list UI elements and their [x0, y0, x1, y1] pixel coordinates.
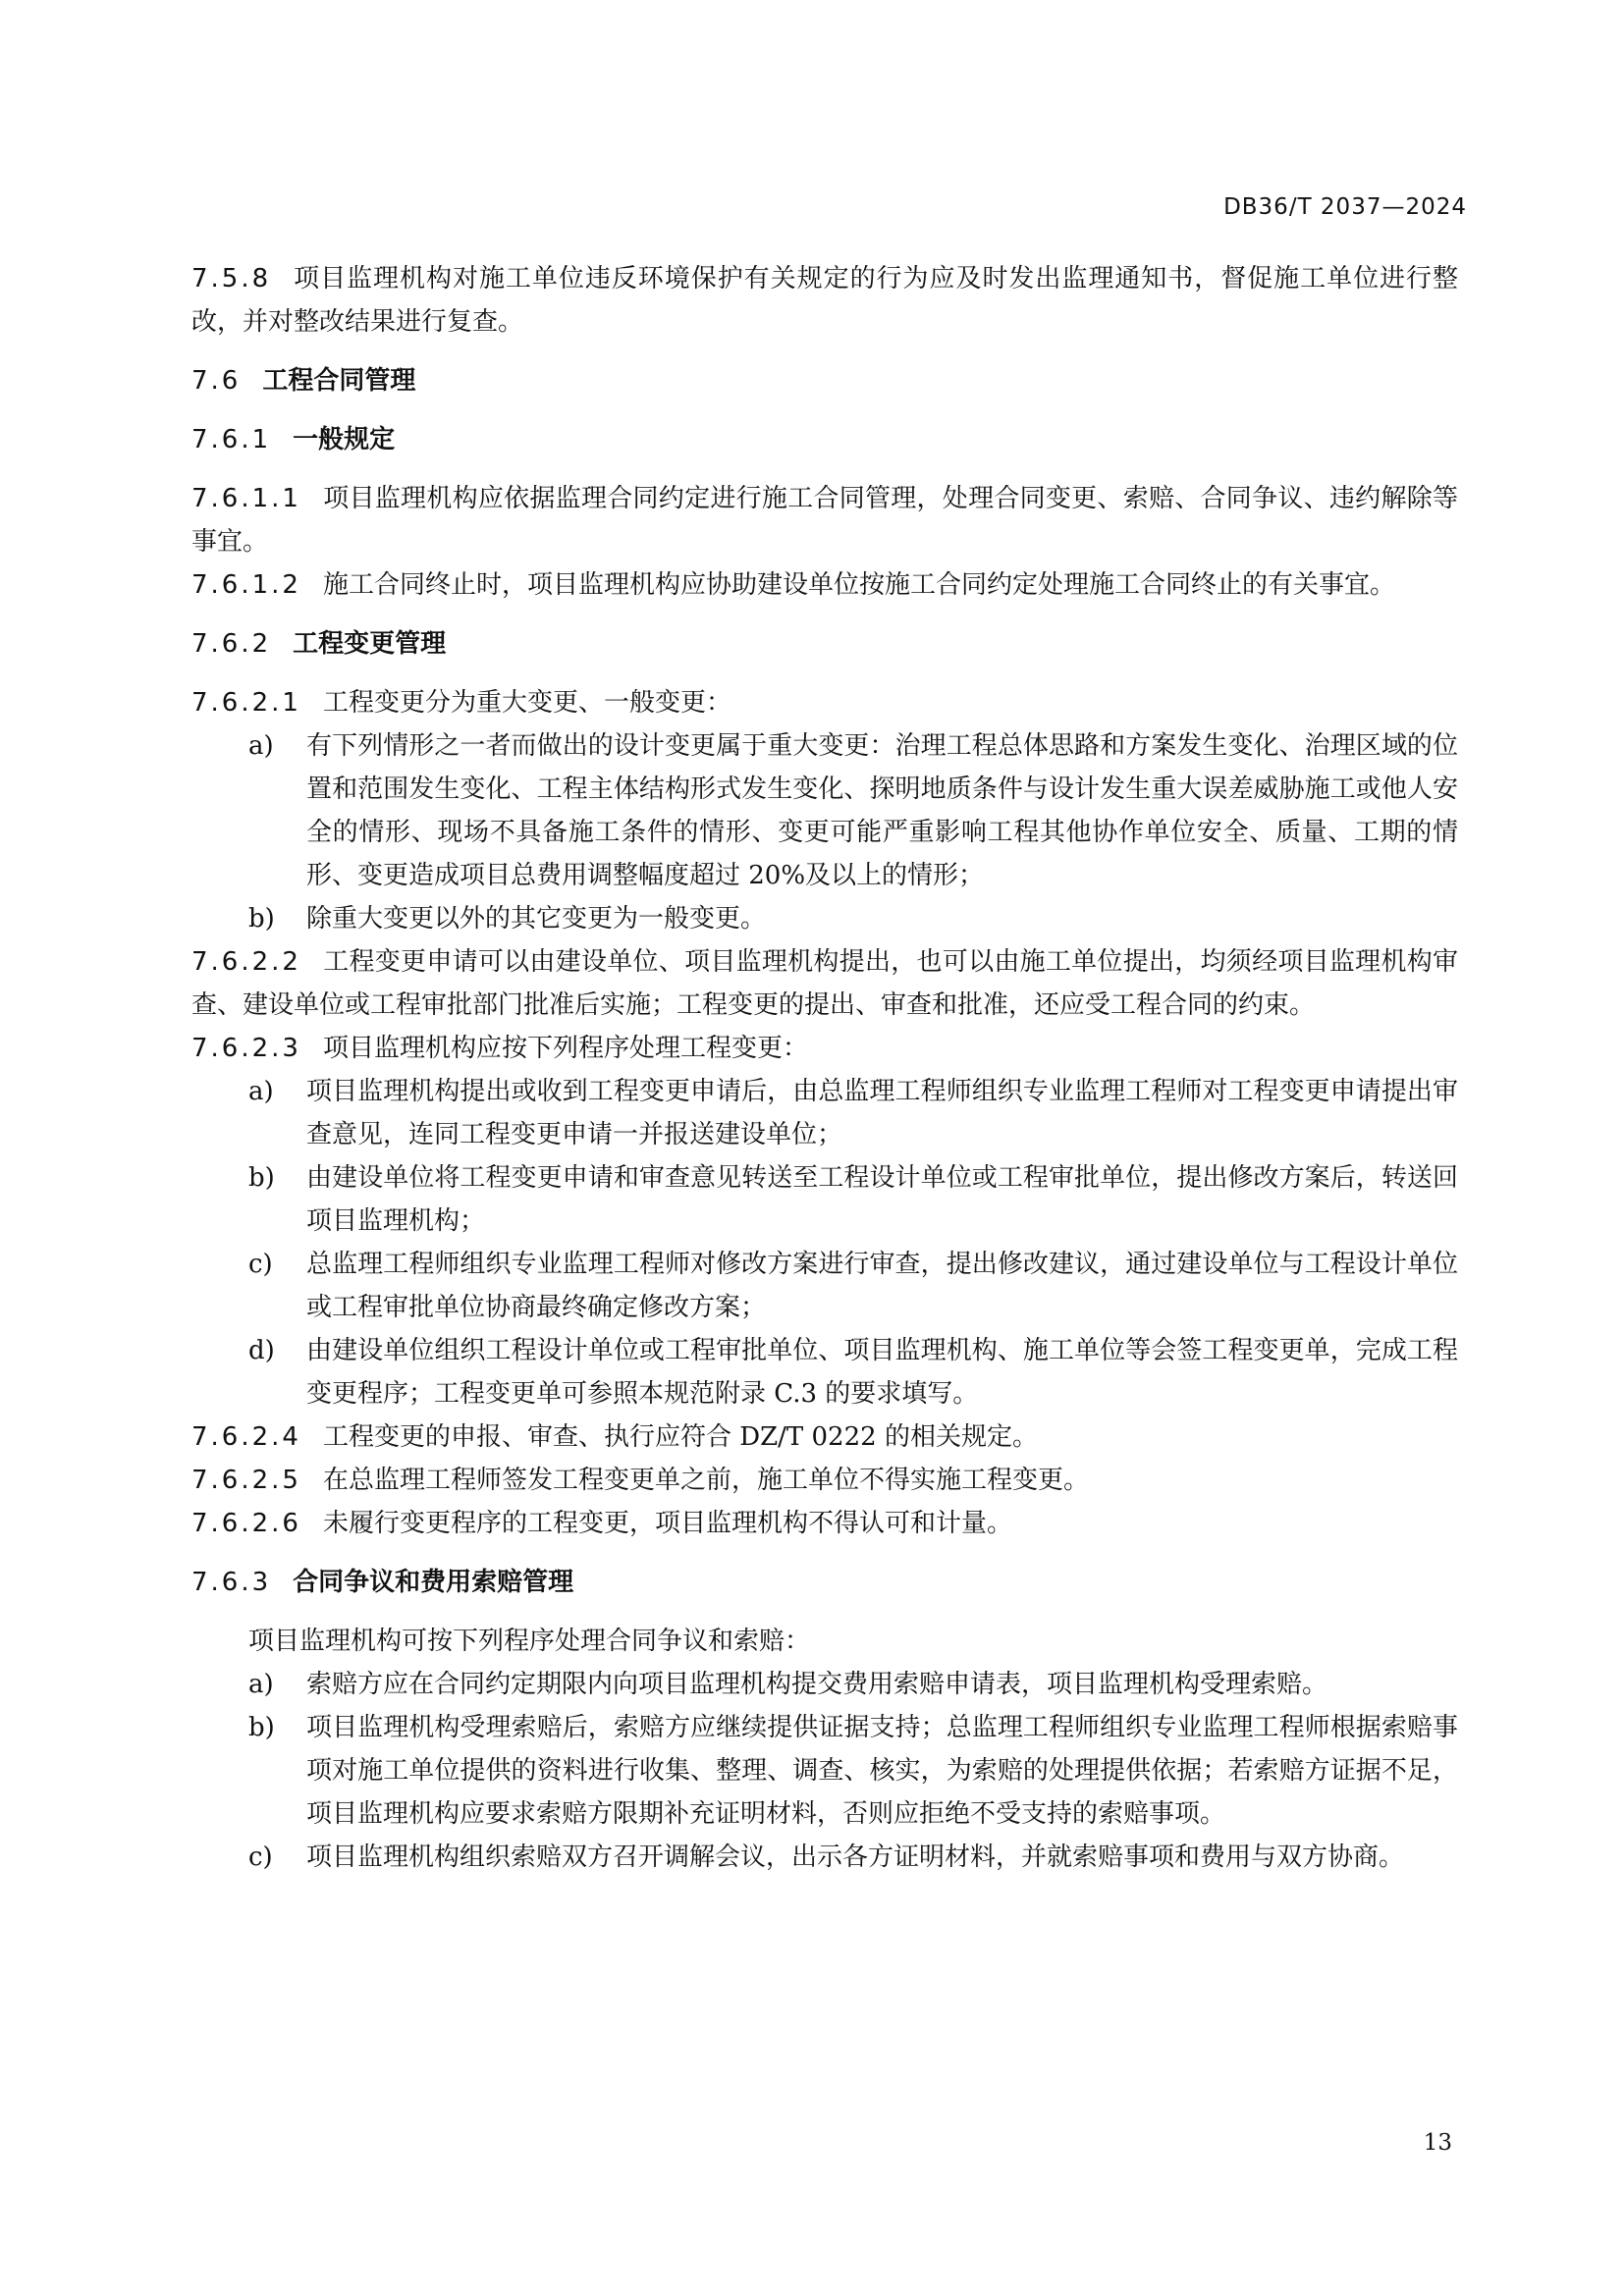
section-number: 7.6.1	[191, 425, 272, 454]
list-item-text: 除重大变更以外的其它变更为一般变更。	[306, 904, 767, 934]
list-marker: a)	[248, 1670, 274, 1699]
list-item-text: 由建设单位组织工程设计单位或工程审批单位、项目监理机构、施工单位等会签工程变更单，完成工程变更程序；工程变更单可参照本规范附录 C.3 的要求填写。	[306, 1336, 1458, 1409]
section-number: 7.6	[191, 366, 242, 396]
clause-text: 工程变更分为重大变更、一般变更：	[322, 688, 731, 718]
clause-text: 施工合同终止时，项目监理机构应协助建设单位按施工合同约定处理施工合同终止的有关事宜。	[322, 570, 1395, 600]
clause-7-6-2-1	[191, 681, 1458, 724]
clause-number: 7.6.2.4	[191, 1422, 301, 1452]
section-number: 7.6.2	[191, 629, 272, 659]
clause-7-6-1-2	[191, 563, 1458, 607]
section-number: 7.6.3	[191, 1568, 272, 1597]
clause-7-6-2-3	[191, 1027, 1458, 1070]
clause-text: 项目监理机构应依据监理合同约定进行施工合同管理，处理合同变更、索赔、合同争议、违约解除等事宜。	[191, 484, 1458, 557]
page-number: 13	[1423, 2130, 1452, 2156]
section-title: 工程合同管理	[262, 366, 416, 396]
list-item-text: 由建设单位将工程变更申请和审查意见转送至工程设计单位或工程审批单位，提出修改方案后，转送回项目监理机构；	[306, 1163, 1458, 1236]
section-title: 合同争议和费用索赔管理	[293, 1568, 574, 1597]
list-item	[191, 1706, 1458, 1836]
list-item-text: 有下列情形之一者而做出的设计变更属于重大变更：治理工程总体思路和方案发生变化、治理区域的位置和范围发生变化、工程主体结构形式发生变化、探明地质条件与设计发生重大误差威胁施工或他人安全的情形、现场不具备施工条件的情形、变更可能严重影响工程其他协作单位安全、质量、工期的情形、变更造成项目总费用调整幅度超过 20%及以上的情形；	[306, 731, 1458, 890]
list-item-text: 索赔方应在合同约定期限内向项目监理机构提交费用索赔申请表，项目监理机构受理索赔。	[306, 1670, 1328, 1699]
list-marker: b)	[248, 904, 275, 934]
list-marker: a)	[248, 731, 274, 761]
clause-text: 在总监理工程师签发工程变更单之前，施工单位不得实施工程变更。	[322, 1466, 1089, 1495]
list-item	[191, 1836, 1458, 1879]
clause-7-6-2-2	[191, 940, 1458, 1027]
list-marker: b)	[248, 1713, 275, 1742]
list-item	[191, 1070, 1458, 1156]
section-title: 工程变更管理	[293, 629, 447, 659]
clause-text: 未履行变更程序的工程变更，项目监理机构不得认可和计量。	[322, 1509, 1012, 1538]
section-title: 一般规定	[293, 425, 396, 454]
clause-number: 7.5.8	[191, 264, 272, 294]
list-item	[191, 724, 1458, 897]
list-item	[191, 1243, 1458, 1329]
list-item-text: 项目监理机构组织索赔双方召开调解会议，出示各方证明材料，并就索赔事项和费用与双方协商。	[306, 1842, 1405, 1872]
clause-number: 7.6.2.3	[191, 1034, 301, 1063]
list-marker: a)	[248, 1077, 274, 1106]
list-item-text: 项目监理机构受理索赔后，索赔方应继续提供证据支持；总监理工程师组织专业监理工程师根据索赔事项对施工单位提供的资料进行收集、整理、调查、核实，为索赔的处理提供依据；若索赔方证据不足，项目监理机构应要求索赔方限期补充证明材料，否则应拒绝不受支持的索赔事项。	[306, 1713, 1458, 1829]
section-intro: 项目监理机构可按下列程序处理合同争议和索赔：	[248, 1627, 811, 1656]
list-item	[191, 1156, 1458, 1243]
clause-number: 7.6.2.5	[191, 1466, 301, 1495]
list-marker: c)	[248, 1250, 273, 1279]
clause-text: 项目监理机构应按下列程序处理工程变更：	[322, 1034, 808, 1063]
clause-number: 7.6.1.1	[191, 484, 301, 513]
section-heading-7-6-3	[191, 1561, 1458, 1604]
list-marker: c)	[248, 1842, 273, 1872]
section-heading-7-6	[191, 359, 1458, 402]
section-heading-7-6-2	[191, 622, 1458, 666]
list-item-text: 项目监理机构提出或收到工程变更申请后，由总监理工程师组织专业监理工程师对工程变更申请提出审查意见，连同工程变更申请一并报送建设单位；	[306, 1077, 1458, 1149]
clause-7-6-1-1	[191, 477, 1458, 563]
clause-7-5-8	[191, 257, 1458, 344]
section-heading-7-6-1	[191, 418, 1458, 461]
clause-number: 7.6.2.2	[191, 947, 301, 977]
list-item	[191, 897, 1458, 940]
list-item	[191, 1329, 1458, 1415]
list-item	[191, 1663, 1458, 1706]
list-marker: d)	[248, 1336, 275, 1365]
clause-7-6-2-4	[191, 1415, 1458, 1459]
clause-7-6-2-5	[191, 1459, 1458, 1502]
clause-text: 项目监理机构对施工单位违反环境保护有关规定的行为应及时发出监理通知书，督促施工单位进行整改，并对整改结果进行复查。	[191, 264, 1458, 337]
clause-number: 7.6.2.6	[191, 1509, 301, 1538]
content-body	[191, 257, 1458, 1879]
doc-code-header: DB36/T 2037—2024	[1223, 194, 1467, 220]
clause-7-6-2-6	[191, 1502, 1458, 1545]
clause-text: 工程变更申请可以由建设单位、项目监理机构提出，也可以由施工单位提出，均须经项目监理机构审查、建设单位或工程审批部门批准后实施；工程变更的提出、审查和批准，还应受工程合同的约束。	[191, 947, 1458, 1020]
list-item-text: 总监理工程师组织专业监理工程师对修改方案进行审查，提出修改建议，通过建设单位与工程设计单位或工程审批单位协商最终确定修改方案；	[306, 1250, 1458, 1322]
list-marker: b)	[248, 1163, 275, 1193]
clause-number: 7.6.2.1	[191, 688, 301, 718]
clause-text: 工程变更的申报、审查、执行应符合 DZ/T 0222 的相关规定。	[322, 1422, 1038, 1452]
clause-number: 7.6.1.2	[191, 570, 301, 600]
